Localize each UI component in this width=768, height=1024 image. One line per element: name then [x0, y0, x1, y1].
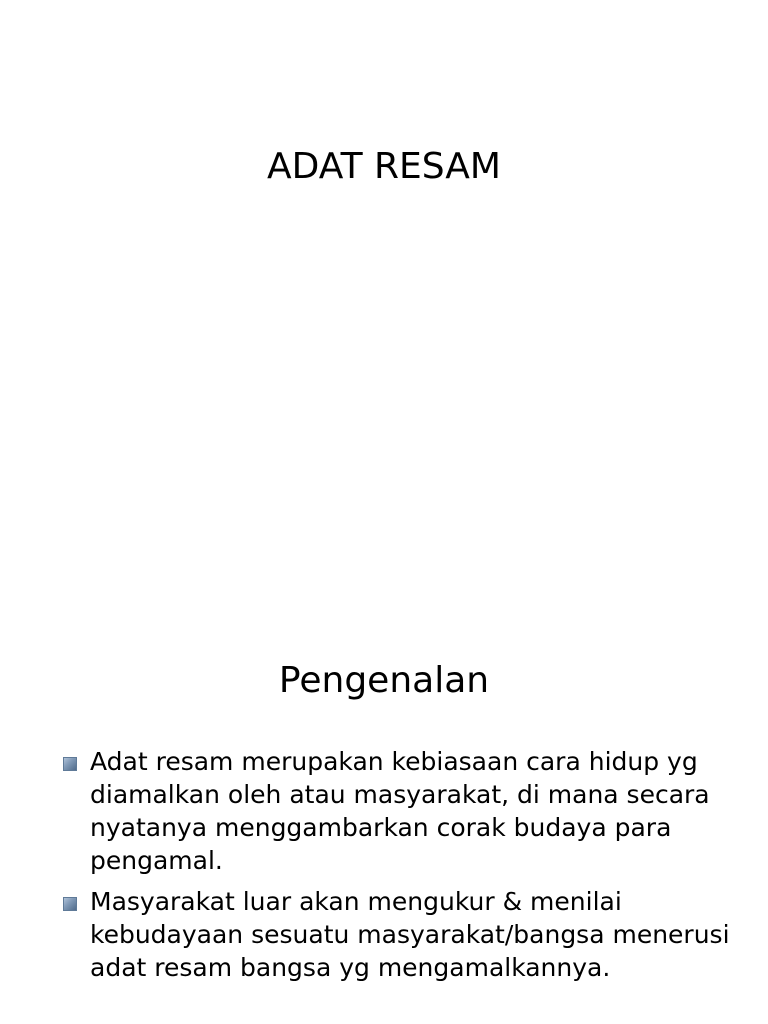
square-bullet-icon: [63, 897, 77, 911]
bullet-text: Masyarakat luar akan mengukur & menilai kebudayaan sesuatu masyarakat/bangsa menerusi adat resam bangsa yg mengamalkannya.: [90, 887, 730, 982]
list-item: [60, 745, 750, 877]
square-bullet-icon: [63, 757, 77, 771]
bullet-text: Adat resam merupakan kebiasaan cara hidup yg diamalkan oleh atau masyarakat, di mana secara nyatanya menggambarkan corak budaya para pengamal.: [90, 747, 710, 875]
slide-title: ADAT RESAM: [267, 146, 501, 187]
bullet-list: [60, 745, 750, 992]
section-title: Pengenalan: [278, 660, 490, 701]
list-item: [60, 885, 750, 984]
